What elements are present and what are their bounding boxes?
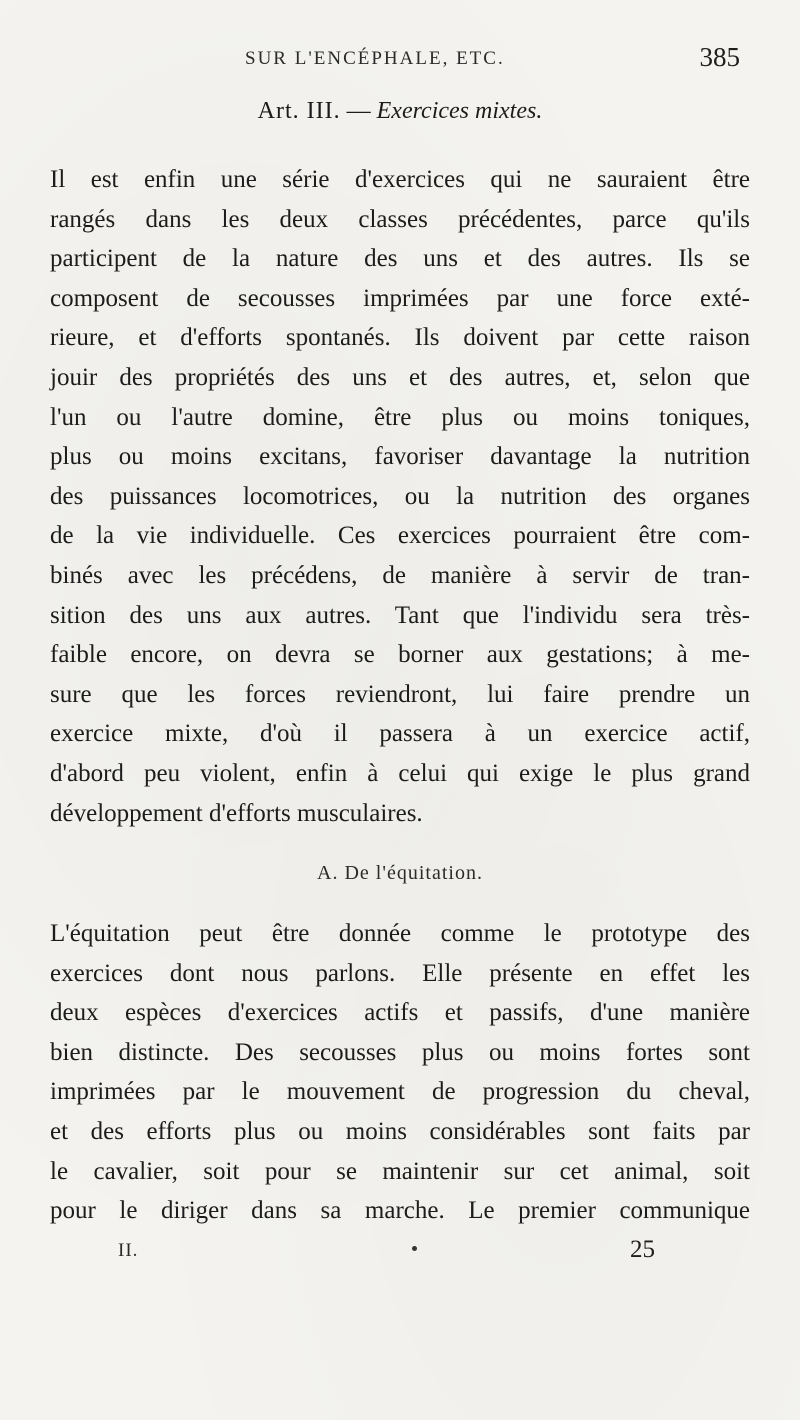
text-line: composent de secousses imprimées par une force exté- bbox=[50, 284, 750, 312]
subsection-heading: A. De l'équitation. bbox=[317, 862, 483, 884]
page-footer bbox=[0, 1236, 800, 1272]
text-line: exercices dont nous parlons. Elle présente en effet les bbox=[50, 959, 750, 987]
text-line: pour le diriger dans sa marche. Le premier communique bbox=[50, 1197, 750, 1225]
section-heading bbox=[0, 98, 800, 125]
running-head bbox=[0, 42, 800, 82]
text-line: rangés dans les deux classes précédentes, parce qu'ils bbox=[50, 205, 750, 233]
page-number: 385 bbox=[699, 42, 740, 72]
text-line: et des efforts plus ou moins considérables sont faits par bbox=[50, 1117, 750, 1145]
article-number: Art. III. bbox=[257, 98, 341, 124]
text-line: L'équitation peut être donnée comme le prototype des bbox=[50, 920, 750, 947]
paragraph-2 bbox=[50, 914, 750, 1231]
text-line: plus ou moins excitans, favoriser davantage la nutrition bbox=[50, 443, 750, 471]
text-line: le cavalier, soit pour se maintenir sur cet animal, soit bbox=[50, 1157, 750, 1185]
paragraph-1 bbox=[50, 160, 750, 833]
signature-mark: II. bbox=[118, 1240, 139, 1261]
text-line: sition des uns aux autres. Tant que l'individu sera très- bbox=[50, 601, 750, 629]
text-line: développement d'efforts musculaires. bbox=[50, 799, 423, 827]
section-title: Exercices mixtes. bbox=[376, 98, 543, 124]
text-line: deux espèces d'exercices actifs et passifs, d'une manière bbox=[50, 999, 750, 1027]
running-title: SUR L'ENCÉPHALE, ETC. bbox=[245, 48, 505, 69]
sheet-number: 25 bbox=[630, 1236, 655, 1263]
text-line: imprimées par le mouvement de progression du cheval, bbox=[50, 1078, 750, 1106]
text-line: d'abord peu violent, enfin à celui qui exige le plus grand bbox=[50, 759, 750, 787]
text-line: faible encore, on devra se borner aux gestations; à me- bbox=[50, 641, 750, 669]
heading-dash: — bbox=[346, 98, 371, 124]
text-line: des puissances locomotrices, ou la nutrition des organes bbox=[50, 482, 750, 510]
text-line: exercice mixte, d'où il passera à un exercice actif, bbox=[50, 720, 750, 748]
text-line: de la vie individuelle. Ces exercices pourraient être com- bbox=[50, 522, 750, 550]
text-line: bien distincte. Des secousses plus ou moins fortes sont bbox=[50, 1038, 750, 1066]
text-line: binés avec les précédens, de manière à servir de tran- bbox=[50, 561, 750, 589]
ink-speck bbox=[412, 1246, 417, 1251]
text-line: participent de la nature des uns et des autres. Ils se bbox=[50, 245, 750, 273]
text-line: jouir des propriétés des uns et des autres, et, selon que bbox=[50, 363, 750, 391]
text-line: sure que les forces reviendront, lui faire prendre un bbox=[50, 680, 750, 708]
text-line: Il est enfin une série d'exercices qui ne sauraient être bbox=[50, 166, 750, 193]
text-line: rieure, et d'efforts spontanés. Ils doivent par cette raison bbox=[50, 324, 750, 352]
text-line: l'un ou l'autre domine, être plus ou moins toniques, bbox=[50, 403, 750, 431]
